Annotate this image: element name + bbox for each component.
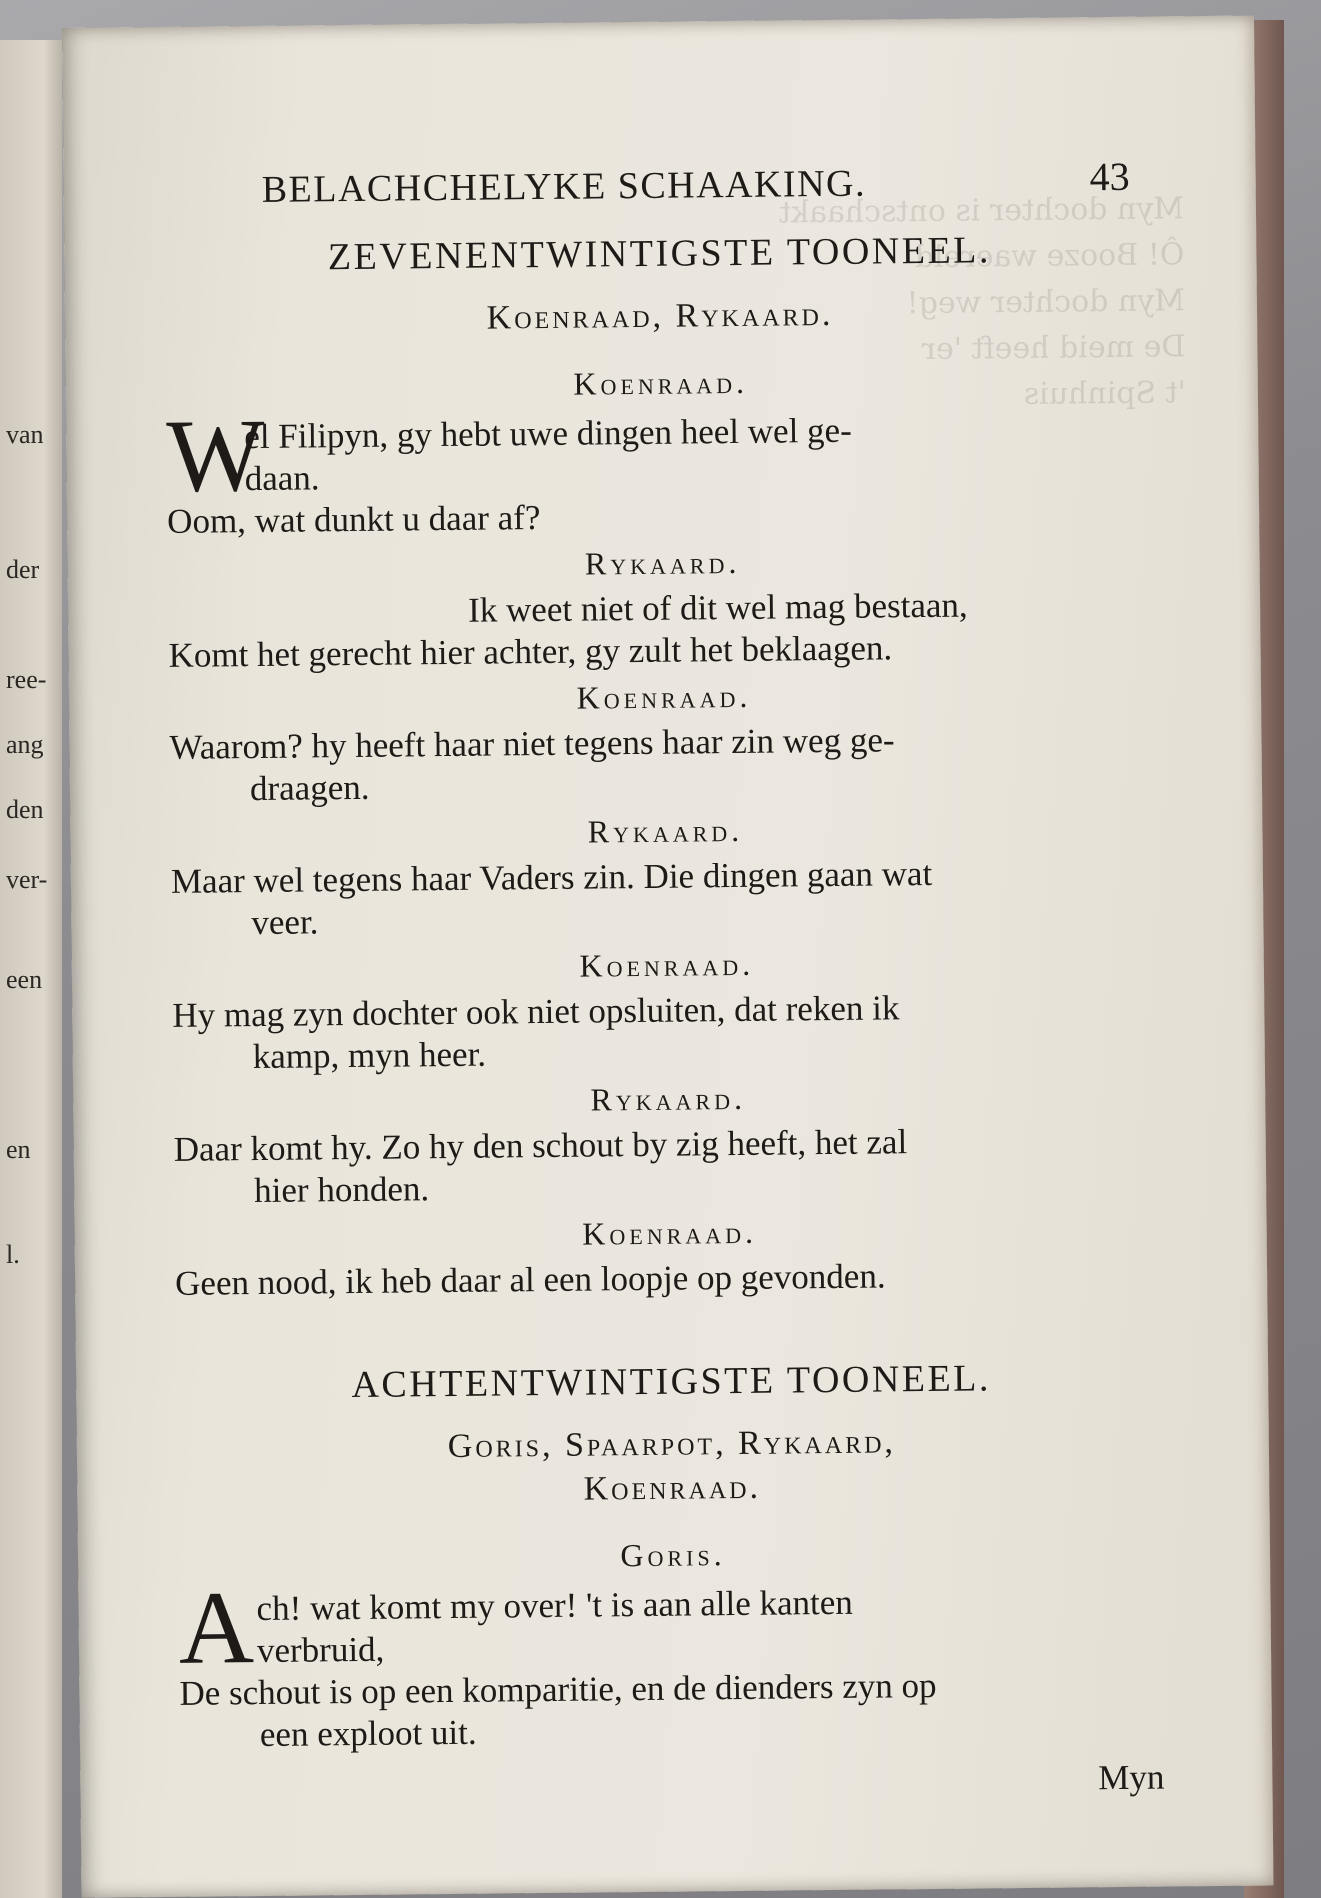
facing-page-fragment: der — [6, 555, 40, 584]
cast-list: Koenraad, Rykaard. — [486, 295, 834, 337]
speaker-name: Koenraad. — [576, 677, 752, 716]
verse-line: draagen. — [249, 767, 370, 809]
scene-title: ZEVENENTWINTIGSTE TOONEEL. — [327, 229, 992, 279]
speaker-name: Rykaard. — [590, 1079, 747, 1118]
verse-line: Oom, wat dunkt u daar af? — [166, 498, 541, 541]
catchword: Myn — [1098, 1757, 1165, 1798]
verse-line: veer. — [251, 902, 319, 943]
facing-page-fragment: ang — [6, 730, 44, 759]
speech-opening — [178, 1570, 1169, 1686]
facing-page-fragment: l. — [6, 1240, 20, 1269]
verse-line: De schout is op een komparitie, en de dienders zyn op — [179, 1665, 937, 1713]
cast-list: Koenraad. — [583, 1468, 762, 1508]
show-through-text: Myn dochter is ontschaakt Ô! Booze waereld Myn dochter weg! De meid heeft 'er 't Spinhuis — [778, 191, 1187, 412]
speaker-name: Koenraad. — [573, 363, 749, 402]
facing-page-fragment: ree- — [6, 665, 47, 694]
verse-line: el Filipyn, gy hebt uwe dingen heel wel ge- — [244, 410, 852, 457]
speaker-name: Rykaard. — [587, 811, 744, 850]
scene-dialogue — [178, 1529, 1170, 1757]
verse-line: Daar komt hy. Zo hy den schout by zig heeft, het zal — [173, 1122, 908, 1169]
facing-page-fragment: ver- — [6, 865, 48, 894]
verse-line: hier honden. — [253, 1169, 430, 1211]
running-title: BELACHCHELYKE SCHAAKING. — [261, 162, 867, 211]
book-page — [62, 16, 1274, 1898]
verse-line: Komt het gerecht hier achter, gy zult het beklaagen. — [168, 628, 893, 675]
verse-line: ch! wat komt my over! 't is aan alle kanten — [256, 1582, 853, 1629]
verse-line: verbruid, — [256, 1629, 385, 1671]
drop-cap: W — [165, 397, 266, 514]
speaker-name: Rykaard. — [584, 543, 741, 582]
facing-page-edge — [0, 40, 62, 1898]
verse-line: Waarom? hy heeft haar niet tegens haar zin weg ge- — [169, 720, 895, 767]
verse-line: Ik weet niet of dit wel mag bestaan, — [467, 585, 968, 630]
facing-page-fragment: een — [6, 965, 43, 994]
verse-line: kamp, myn heer. — [252, 1034, 487, 1077]
scene-dialogue — [166, 357, 1166, 1305]
scene-title: ACHTENTWINTIGSTE TOONEEL. — [351, 1357, 992, 1407]
verse-line: Maar wel tegens haar Vaders zin. Die dingen gaan wat — [170, 853, 933, 901]
facing-page-fragment: en — [6, 1135, 31, 1164]
page-header — [163, 137, 1154, 217]
facing-page-fragment: van — [6, 420, 44, 449]
speaker-name: Koenraad. — [579, 945, 755, 984]
verse-line: daan. — [244, 458, 320, 499]
verse-line: Geen nood, ik heb daar al een loopje op gevonden. — [174, 1256, 886, 1303]
drop-cap: A — [178, 1570, 255, 1686]
verse-line: Hy mag zyn dochter ook niet opsluiten, dat reken ik — [172, 988, 900, 1035]
page-number: 43 — [1089, 153, 1130, 200]
cast-list: Goris, Spaarpot, Rykaard, — [447, 1423, 897, 1466]
speaker-name: Goris. — [620, 1536, 726, 1574]
speaker-name: Koenraad. — [582, 1213, 758, 1252]
speech-opening — [165, 397, 1157, 514]
verse-line: een exploot uit. — [259, 1712, 477, 1755]
page-text — [163, 137, 1170, 1809]
facing-page-fragment: den — [6, 795, 44, 824]
